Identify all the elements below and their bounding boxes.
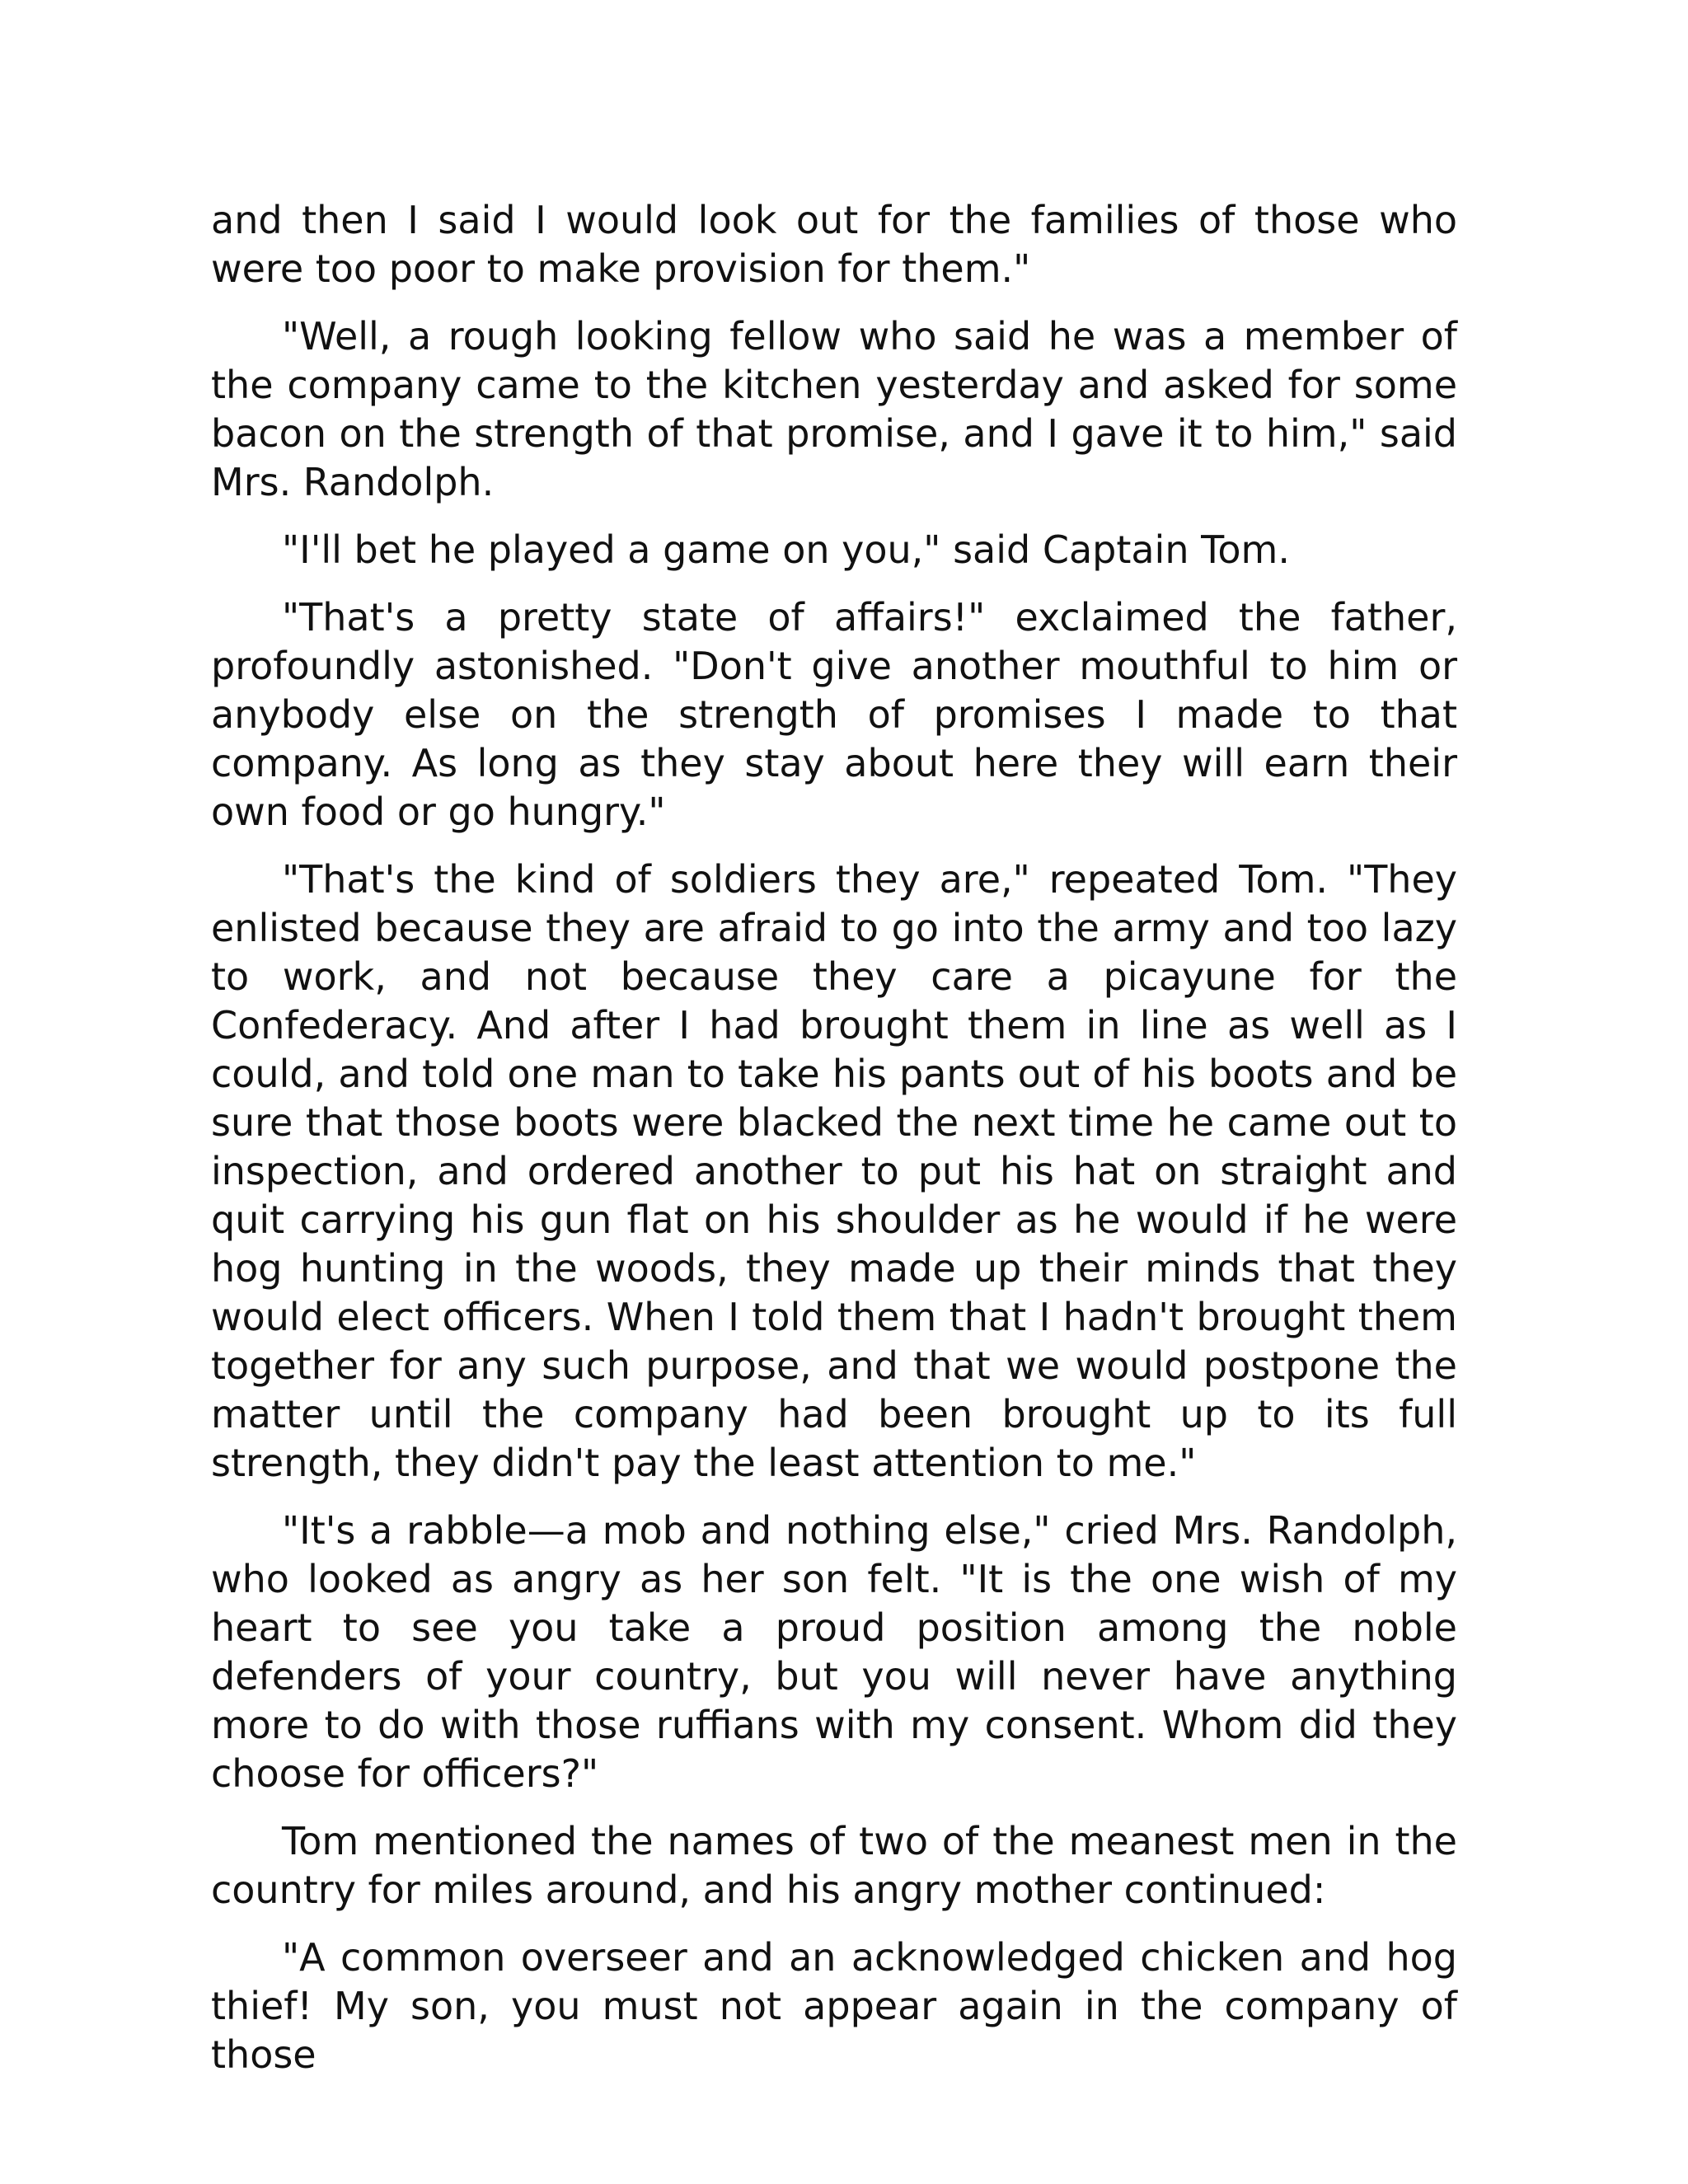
paragraph-3: "I'll bet he played a game on you," said Captain Tom. xyxy=(282,527,1290,572)
page-body xyxy=(211,196,1457,2098)
paragraph-6: "It's a rabble—a mob and nothing else," cried Mrs. Randolph, who looked as angry as her son felt. "It is the one wish of my heart to see you take a proud position among the noble defenders of your country, but you will never have anything more to do with those ruffians with my consent. Whom did they choose for officers?" xyxy=(211,1508,1457,1796)
paragraph-5: "That's the kind of soldiers they are," repeated Tom. "They enlisted because they are afraid to go into the army and too lazy to work, and not because they care a picayune for the Confederacy. And after I had brought them in line as well as I could, and told one man to take his pants out of his boots and be sure that those boots were blacked the next time he came out to inspection, and ordered another to put his hat on straight and quit carrying his gun flat on his shoulder as he would if he were hog hunting in the woods, they made up their minds that they would elect officers. When I told them that I hadn't brought them together for any such purpose, and that we would postpone the matter until the company had been brought up to its full strength, they didn't pay the least attention to me." xyxy=(211,857,1457,1485)
paragraph-7: Tom mentioned the names of two of the meanest men in the country for miles around, and his angry mother continued: xyxy=(211,1819,1457,1912)
paragraph-1: and then I said I would look out for the families of those who were too poor to make provision for them." xyxy=(211,198,1457,291)
paragraph-2: "Well, a rough looking fellow who said he was a member of the company came to the kitchen yesterday and asked for some bacon on the strength of that promise, and I gave it to him," said Mrs. Randolph. xyxy=(211,314,1457,504)
paragraph-4: "That's a pretty state of affairs!" exclaimed the father, profoundly astonished. "Don't give another mouthful to him or anybody else on the strength of promises I made to that company. As long as they stay about here they will earn their own food or go hungry." xyxy=(211,595,1457,834)
paragraph-8: "A common overseer and an acknowledged chicken and hog thief! My son, you must not appear again in the company of those xyxy=(211,1935,1457,2077)
